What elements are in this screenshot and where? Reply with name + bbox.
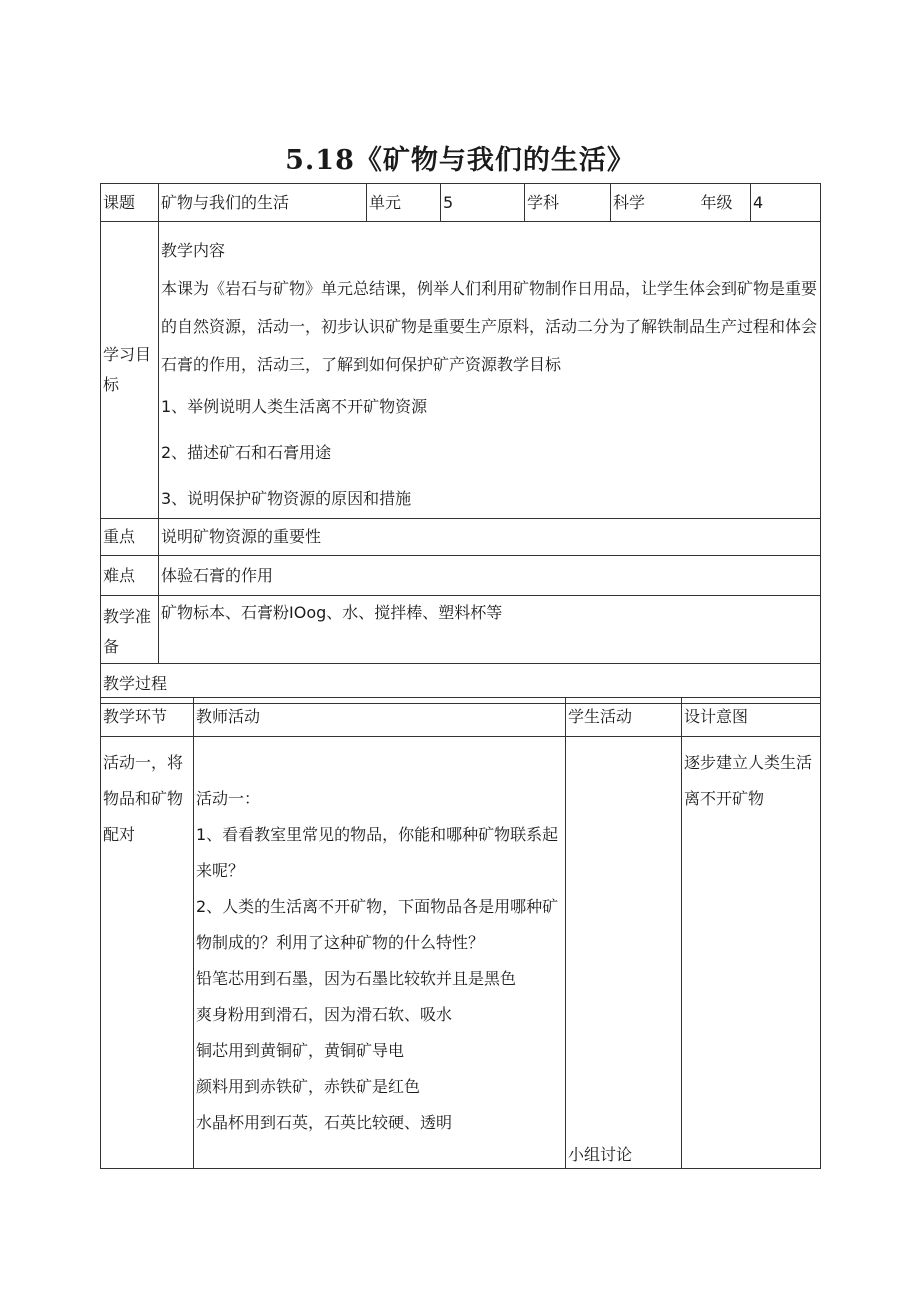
teacher-line: 活动一： (196, 789, 261, 808)
objectives-cell (159, 222, 821, 519)
objective-item: 3、说明保护矿物资源的原因和措施 (161, 489, 412, 508)
grade-label: 年级 (699, 184, 751, 222)
student-cell: 小组讨论 (566, 737, 682, 1169)
objective-item: 1、举例说明人类生活离不开矿物资源 (161, 397, 428, 416)
teacher-line: 铅笔芯用到石墨，因为石墨比较软并且是黑色 (196, 969, 517, 988)
col-header-intent: 设计意图 (682, 698, 821, 737)
course-label: 课题 (101, 184, 159, 222)
key-point-row (101, 519, 821, 556)
content-text: 本课为《岩石与矿物》单元总结课，例举人们利用矿物制作日用品，让学生体会到矿物是重要的自然资源，活动一，初步认识矿物是重要生产原料，活动二分为了解铁制品生产过程和体会石膏的作用，活动三，了解到如何保护矿产资源教学目标 (161, 279, 818, 374)
page-title: 5.18《矿物与我们的生活》 (285, 145, 635, 176)
teacher-cell (194, 737, 566, 1169)
objectives-row (101, 222, 821, 519)
activity-row (101, 737, 821, 1169)
unit-value: 5 (441, 184, 525, 222)
stage-cell: 活动一，将物品和矿物配对 (101, 737, 194, 1169)
teacher-line: 1、看看教室里常见的物品，你能和哪种矿物联系起来呢？ (196, 825, 559, 880)
preparation-label: 教学准备 (101, 596, 159, 664)
subject-label: 学科 (525, 184, 611, 222)
header-row (101, 184, 821, 222)
preparation-row (101, 596, 821, 664)
process-label: 教学过程 (101, 664, 821, 704)
lesson-info-table (100, 183, 821, 704)
intent-cell: 逐步建立人类生活离不开矿物 (682, 737, 821, 1169)
difficulty-row (101, 556, 821, 596)
teacher-line: 水晶杯用到石英，石英比较硬、透明 (196, 1113, 453, 1132)
col-header-stage: 教学环节 (101, 698, 194, 737)
key-point-label: 重点 (101, 519, 159, 556)
grade-value: 4 (751, 184, 821, 222)
difficulty-label: 难点 (101, 556, 159, 596)
teacher-line: 铜芯用到黄铜矿，黄铜矿导电 (196, 1041, 405, 1060)
unit-label: 单元 (367, 184, 441, 222)
content-heading: 教学内容 (161, 241, 226, 260)
course-value: 矿物与我们的生活 (159, 184, 367, 222)
key-point-value: 说明矿物资源的重要性 (159, 519, 821, 556)
col-header-teacher: 教师活动 (194, 698, 566, 737)
teacher-line: 颜料用到赤铁矿，赤铁矿是红色 (196, 1077, 421, 1096)
teacher-line: 爽身粉用到滑石，因为滑石软、吸水 (196, 1005, 453, 1024)
process-header-row (101, 698, 821, 737)
objective-item: 2、描述矿石和石膏用途 (161, 443, 332, 462)
preparation-value: 矿物标本、石膏粉IOog、水、搅拌棒、塑料杯等 (159, 596, 821, 664)
col-header-student: 学生活动 (566, 698, 682, 737)
subject-value: 科学 (611, 184, 699, 222)
process-table (100, 697, 821, 1169)
teacher-line: 2、人类的生活离不开矿物，下面物品各是用哪种矿物制成的？利用了这种矿物的什么特性？ (196, 897, 559, 952)
objectives-label: 学习目标 (101, 222, 159, 519)
difficulty-value: 体验石膏的作用 (159, 556, 821, 596)
